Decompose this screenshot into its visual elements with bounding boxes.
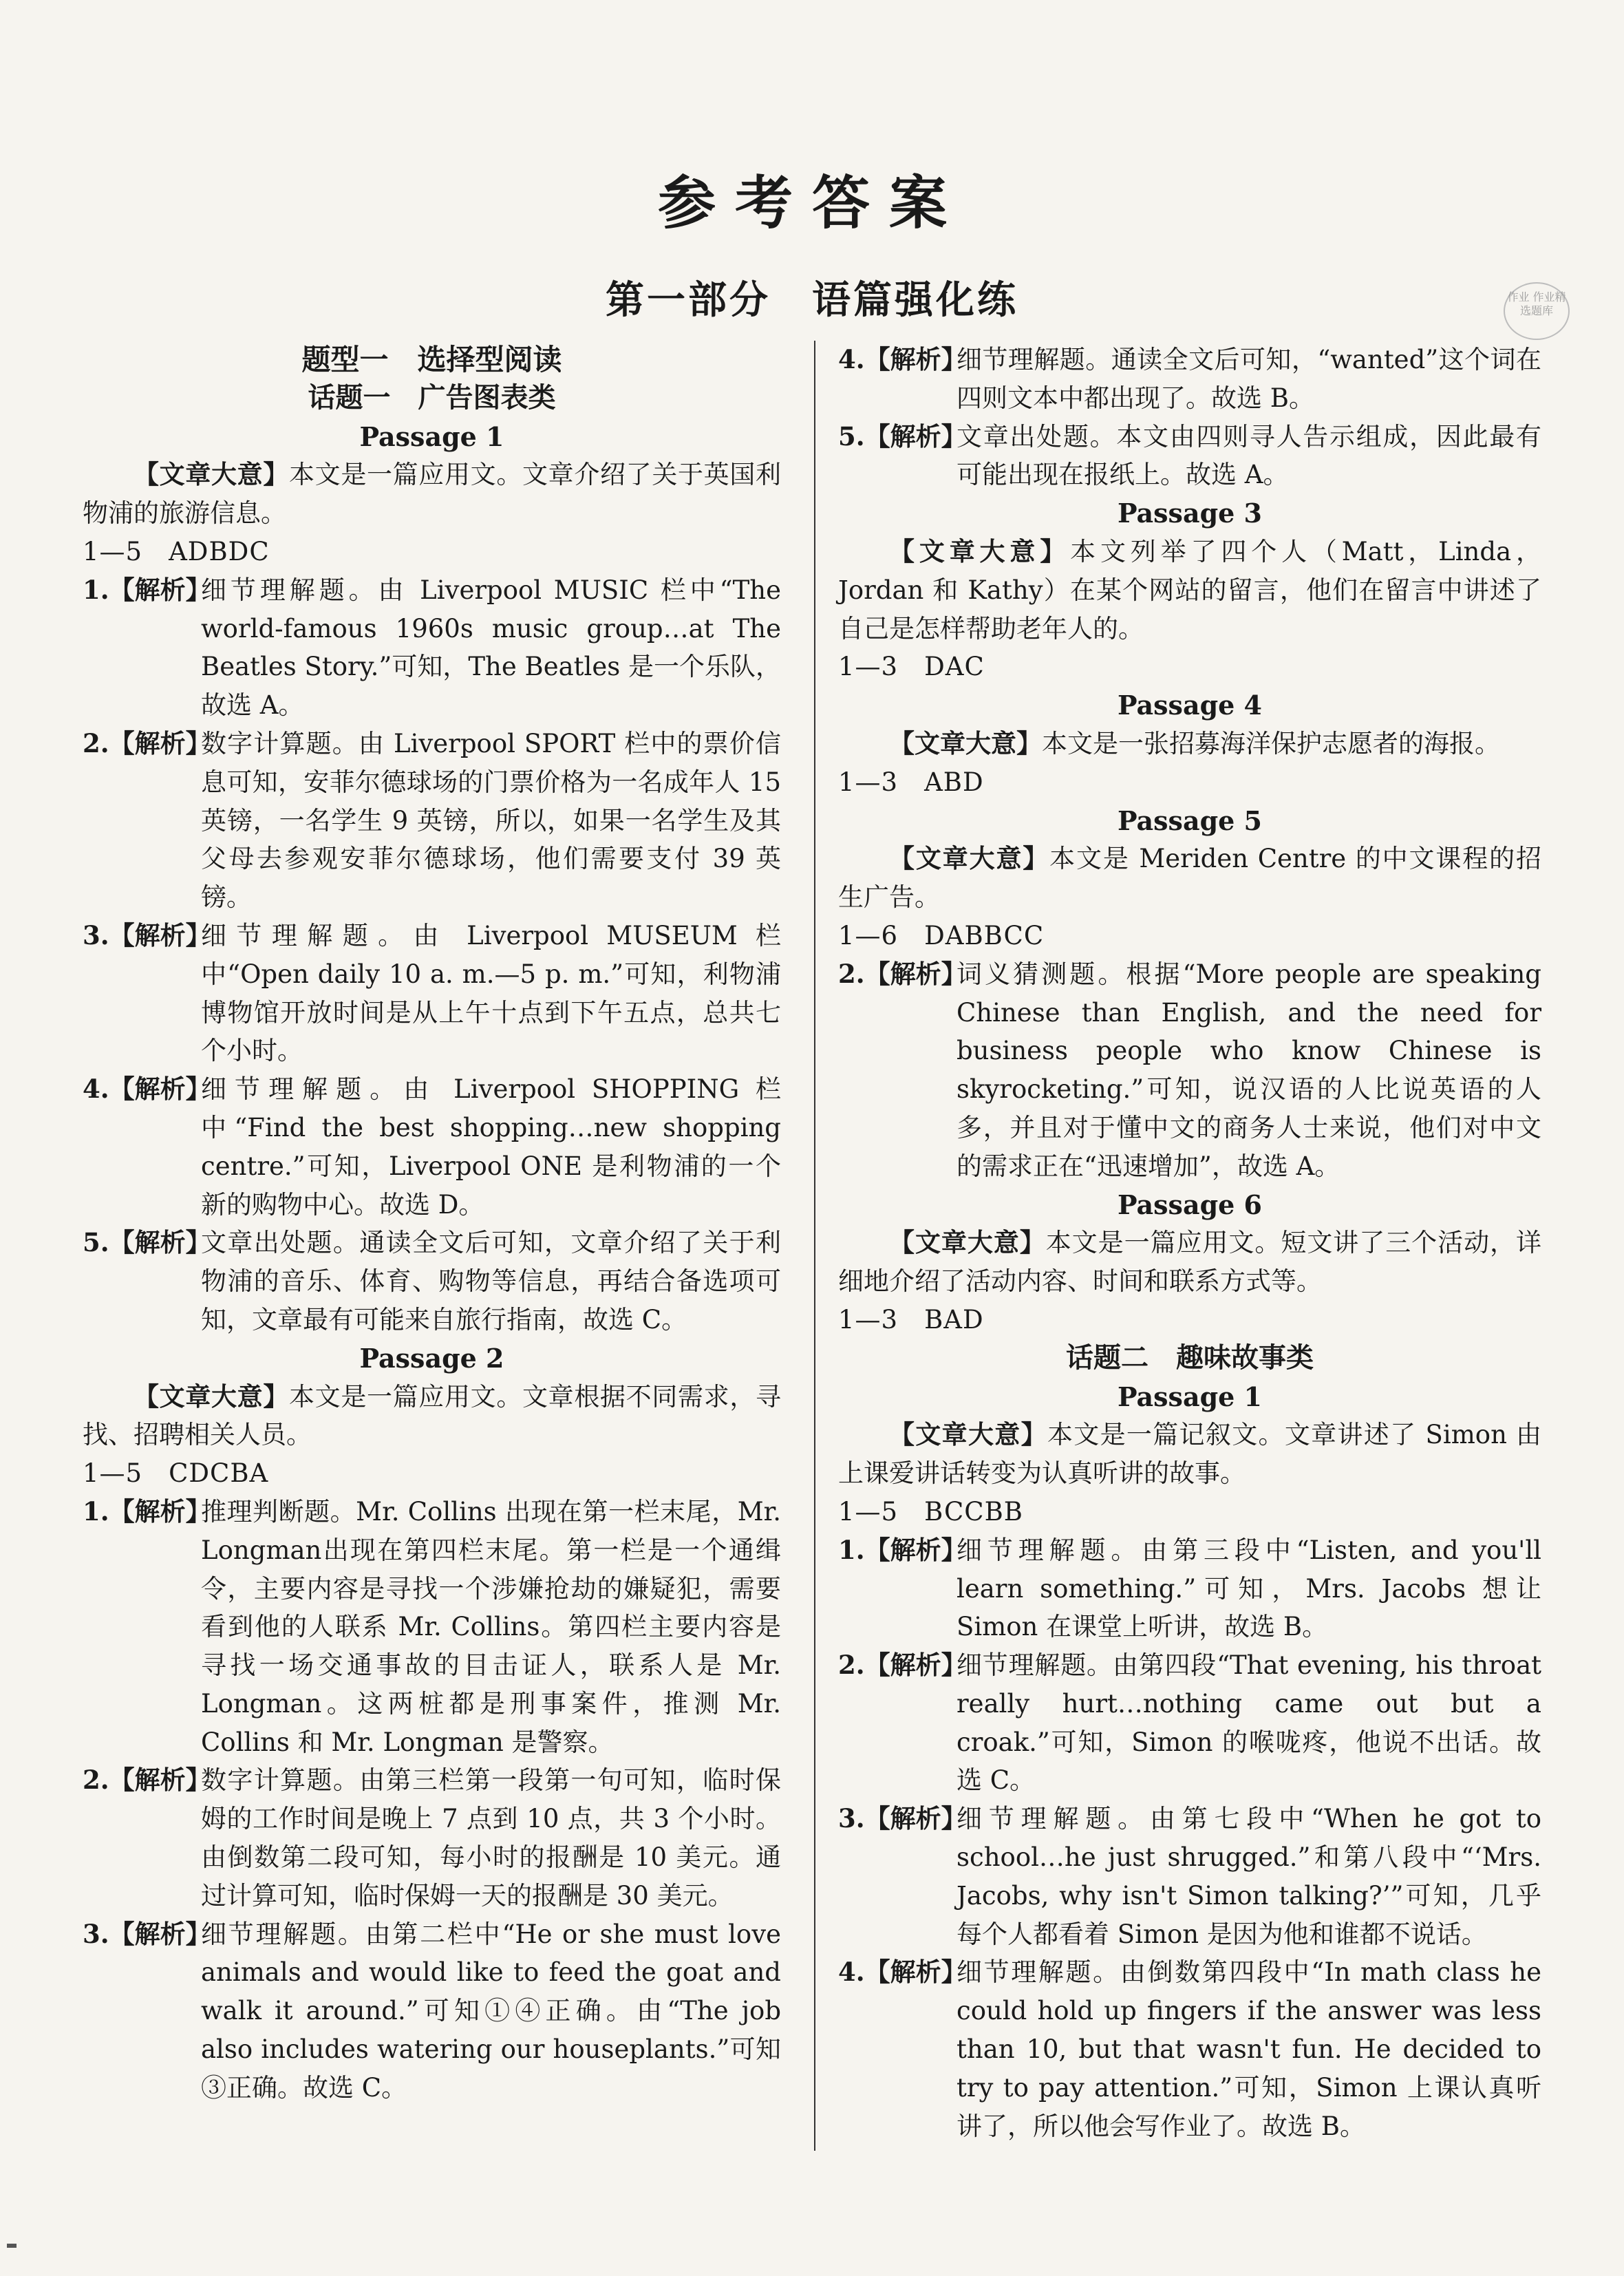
item-text: 细节理解题。由第二栏中“He or she must love animals and would like to feed the goat and walk it around.”可知①④正确。由“The job also includes watering our houseplants.”可知③正确。故选 C。 [201,1919,781,2103]
passage-title: Passage 4 [1117,690,1262,721]
item-text: 细节理解题。由 Liverpool MUSEUM 栏中“Open daily 10 a. m.—5 p. m.”可知，利物浦博物馆开放时间是从上午十点到下午五点，总共七个小时。 [201,920,781,1066]
item-number: 3.【解析】 [838,1803,967,1834]
item-number: 1.【解析】 [838,1534,967,1565]
summary-tag: 【文章大意】 [889,1227,1046,1258]
explanation-item [838,1953,1541,2145]
item-number: 2.【解析】 [83,727,211,758]
item-text: 细节理解题。由第四段“That evening, his throat really hurt…nothing came out but a croak.”可知，Simon 的喉咙疼，他说不出话。故选 C。 [957,1650,1541,1796]
item-number: 1.【解析】 [83,1496,211,1527]
item-number: 2.【解析】 [83,1765,211,1796]
answer-key: 1—5 ADBDC [83,536,270,566]
passage-title: Passage 1 [1117,1381,1262,1412]
item-text: 推理判断题。Mr. Collins 出现在第一栏末尾，Mr. Longman出现在第四栏末尾。第一栏是一个通缉令，主要内容是寻找一个涉嫌抢劫的嫌疑犯，需要看到他的人联系 Mr. Collins。第四栏主要内容是寻找一场交通事故的目击证人，联系人是 Mr. Longman。这两桩都是刑事案件，推测 Mr. Collins 和 Mr. Longman 是警察。 [201,1496,781,1757]
explanation-item [83,1915,781,2107]
item-number: 2.【解析】 [838,1650,967,1681]
item-text: 文章出处题。本文由四则寻人告示组成，因此最有可能出现在报纸上。故选 A。 [957,421,1541,490]
item-number: 1.【解析】 [83,574,211,605]
answer-key: 1—3 BAD [838,1304,984,1334]
passage-title: Passage 6 [1117,1189,1262,1220]
scan-mark [7,2244,17,2248]
answer-key: 1—6 DABBCC [838,920,1045,950]
topic-heading: 话题二 趣味故事类 [1066,1341,1314,1374]
passage-title: Passage 1 [359,421,504,452]
passage-summary [838,725,1541,763]
item-number: 2.【解析】 [838,958,967,989]
passage-summary [838,1224,1541,1301]
explanation-item [83,571,781,725]
answer-key: 1—3 DAC [838,652,985,682]
summary-text: 本文是一篇应用文。文章介绍了关于英国利物浦的旅游信息。 [83,460,781,529]
passage-title: Passage 3 [1117,498,1262,529]
answer-key: 1—5 BCCBB [838,1496,1023,1527]
summary-tag: 【文章大意】 [133,459,289,490]
summary-tag: 【文章大意】 [889,535,1071,566]
item-text: 细节理解题。由 Liverpool SHOPPING 栏中“Find the best shopping…new shopping centre.”可知，Liverpool ONE 是利物浦的一个新的购物中心。故选 D。 [201,1074,781,1220]
explanation-item [83,1493,781,1762]
summary-text: 本文列举了四个人（Matt，Linda，Jordan 和 Kathy）在某个网站的留言，他们在留言中讲述了自己是怎样帮助老年人的。 [838,536,1541,644]
passage-title: Passage 2 [359,1342,504,1374]
item-number: 4.【解析】 [838,1957,967,1988]
page-title: 参考答案 [657,169,966,237]
item-number: 4.【解析】 [838,344,967,374]
item-text: 细节理解题。由 Liverpool MUSIC 栏中“The world-famous 1960s music group…at The Beatles Story.”可知，The Beatles 是一个乐队，故选 A。 [201,575,781,721]
item-text: 词义猜测题。根据“More people are speaking Chinese than English, and the need for business people who know Chinese is skyrocketing.”可知，说汉语的人比说英语的人多，并且对于懂中文的商务人士来说，他们对中文的需求正在“迅速增加”，故选 A。 [957,959,1541,1181]
summary-text: 本文是一张招募海洋保护志愿者的海报。 [1042,728,1500,758]
explanation-item [83,917,781,1070]
item-number: 3.【解析】 [83,919,211,950]
topic-heading: 话题一 广告图表类 [308,381,556,414]
explanation-item [838,955,1541,1186]
right-column [838,341,1541,2145]
passage-summary [83,456,781,533]
item-text: 数字计算题。由第三栏第一段第一句可知，临时保姆的工作时间是晚上 7 点到 10 点，共 3 个小时。由倒数第二段可知，每小时的报酬是 10 美元。通过计算可知，临时保姆一天的报酬是 30 美元。 [201,1765,781,1911]
summary-text: 本文是一篇记叙文。文章讲述了 Simon 由上课爱讲话转变为认真听讲的故事。 [838,1420,1541,1489]
item-number: 5.【解析】 [838,421,967,451]
item-number: 5.【解析】 [83,1227,211,1258]
answer-key: 1—3 ABD [838,767,984,797]
summary-text: 本文是 Meriden Centre 的中文课程的招生广告。 [838,844,1541,913]
summary-tag: 【文章大意】 [889,727,1042,758]
watermark-seal: 作业 作业精选题库 [1504,282,1570,340]
summary-tag: 【文章大意】 [889,843,1050,874]
type-heading: 题型一 选择型阅读 [301,343,562,376]
explanation-item [838,1646,1541,1800]
passage-summary [838,1416,1541,1493]
explanation-item [83,725,781,917]
explanation-item [838,341,1541,418]
item-text: 细节理解题。由倒数第四段中“In math class he could hold up fingers if the answer was less than 10, but that wasn't fun. He decided to try to pay attention.”可知，Simon 上课认真听讲了，所以他会写作业了。故选 B。 [957,1957,1541,2141]
passage-summary [838,840,1541,917]
explanation-item [838,1800,1541,1953]
column-divider [814,341,815,2151]
answer-key: 1—5 CDCBA [83,1458,269,1489]
item-text: 文章出处题。通读全文后可知，文章介绍了关于利物浦的音乐、体育、购物等信息，再结合备选项可知，文章最有可能来自旅行指南，故选 C。 [201,1228,781,1334]
item-text: 细节理解题。由第七段中“When he got to school…he just shrugged.”和第八段中“‘Mrs. Jacobs, why isn't Simon talking?’”可知，几乎每个人都看着 Simon 是因为他和谁都不说话。 [957,1804,1541,1949]
item-text: 细节理解题。通读全文后可知，“wanted”这个词在四则文本中都出现了。故选 B。 [957,345,1541,413]
summary-tag: 【文章大意】 [889,1419,1047,1450]
summary-tag: 【文章大意】 [133,1381,289,1412]
explanation-item [83,1070,781,1224]
item-text: 数字计算题。由 Liverpool SPORT 栏中的票价信息可知，安菲尔德球场的门票价格为一名成年人 15 英镑，一名学生 9 英镑，所以，如果一名学生及其父母去参观安菲尔德球场，他们需要支付 39 英镑。 [201,728,781,913]
left-column [83,341,781,2107]
explanation-item [83,1761,781,1915]
explanation-item [838,1531,1541,1646]
section-title: 第一部分 语篇强化练 [606,277,1018,323]
item-text: 细节理解题。由第三段中“Listen, and you'll learn something.”可知，Mrs. Jacobs 想让 Simon 在课堂上听讲，故选 B。 [957,1535,1541,1642]
explanation-item [838,418,1541,495]
passage-title: Passage 5 [1117,805,1262,836]
item-number: 3.【解析】 [83,1918,211,1949]
item-number: 4.【解析】 [83,1074,211,1105]
summary-text: 本文是一篇应用文。短文讲了三个活动，详细地介绍了活动内容、时间和联系方式等。 [838,1228,1541,1297]
summary-text: 本文是一篇应用文。文章根据不同需求，寻找、招聘相关人员。 [83,1381,781,1450]
passage-summary [83,1378,781,1455]
passage-summary [838,533,1541,648]
explanation-item [83,1224,781,1339]
